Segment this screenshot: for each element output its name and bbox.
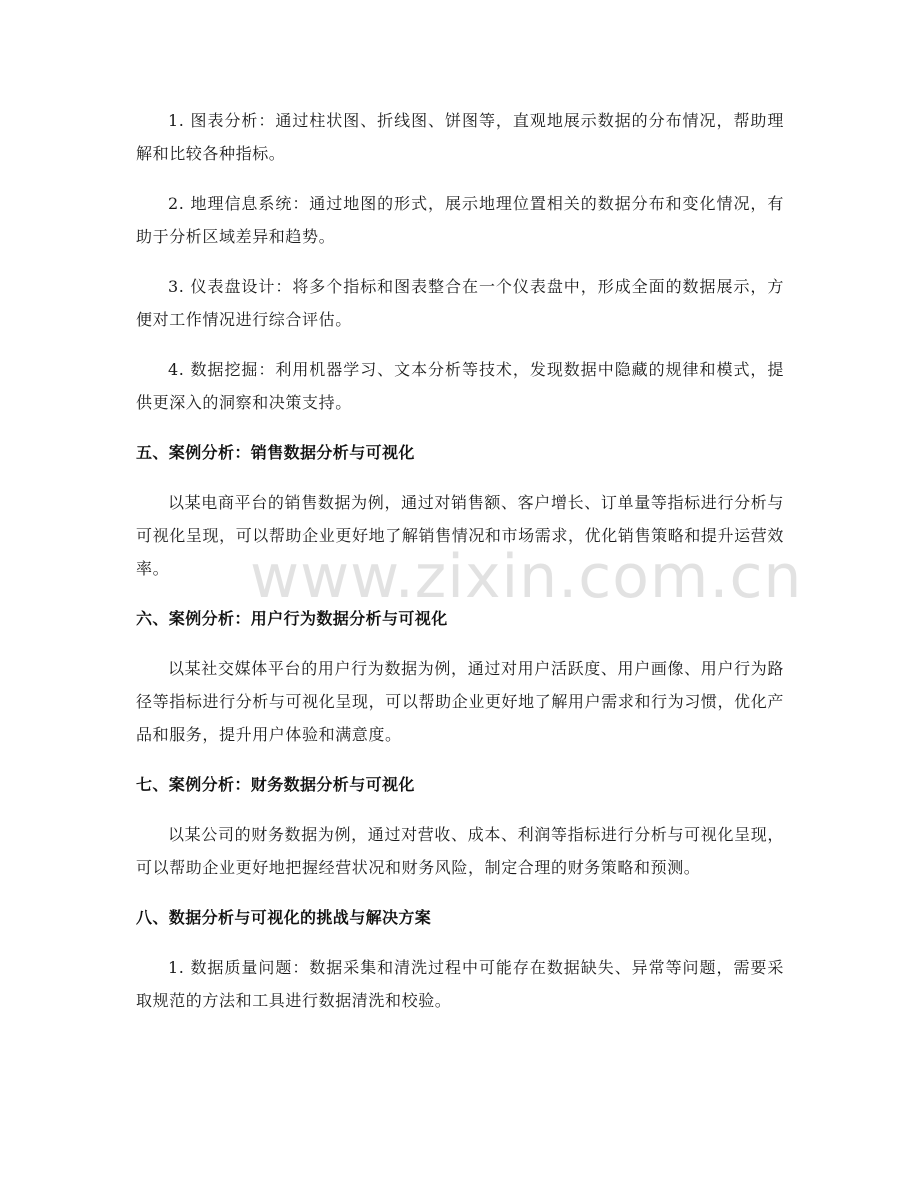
item-dashboard-design: 3. 仪表盘设计：将多个指标和图表整合在一个仪表盘中，形成全面的数据展示，方便对工作情况进行综合评估。 bbox=[136, 277, 784, 329]
item-data-mining: 4. 数据挖掘：利用机器学习、文本分析等技术，发现数据中隐藏的规律和模式，提供更深入的洞察和决策支持。 bbox=[136, 360, 784, 412]
document-body bbox=[136, 104, 784, 1034]
section-5-body: 以某电商平台的销售数据为例，通过对销售额、客户增长、订单量等指标进行分析与可视化呈现，可以帮助企业更好地了解销售情况和市场需求，优化销售策略和提升运营效率。 bbox=[136, 493, 784, 578]
section-6-heading: 六、案例分析：用户行为数据分析与可视化 bbox=[136, 609, 448, 628]
item-chart-analysis: 1. 图表分析：通过柱状图、折线图、饼图等，直观地展示数据的分布情况，帮助理解和比较各种指标。 bbox=[136, 111, 784, 163]
watermark: www.zixin.com.cn bbox=[250, 542, 803, 612]
section-8-heading: 八、数据分析与可视化的挑战与解决方案 bbox=[136, 908, 432, 927]
item-data-quality: 1. 数据质量问题：数据采集和清洗过程中可能存在数据缺失、异常等问题，需要采取规范的方法和工具进行数据清洗和校验。 bbox=[136, 958, 784, 1010]
section-7-heading: 七、案例分析：财务数据分析与可视化 bbox=[136, 775, 415, 794]
section-5-heading: 五、案例分析：销售数据分析与可视化 bbox=[136, 443, 415, 462]
section-6-body: 以某社交媒体平台的用户行为数据为例，通过对用户活跃度、用户画像、用户行为路径等指标进行分析与可视化呈现，可以帮助企业更好地了解用户需求和行为习惯，优化产品和服务，提升用户体验和满意度。 bbox=[136, 659, 784, 744]
section-7-body: 以某公司的财务数据为例，通过对营收、成本、利润等指标进行分析与可视化呈现，可以帮助企业更好地把握经营状况和财务风险，制定合理的财务策略和预测。 bbox=[136, 825, 784, 877]
item-gis: 2. 地理信息系统：通过地图的形式，展示地理位置相关的数据分布和变化情况，有助于分析区域差异和趋势。 bbox=[136, 194, 784, 246]
